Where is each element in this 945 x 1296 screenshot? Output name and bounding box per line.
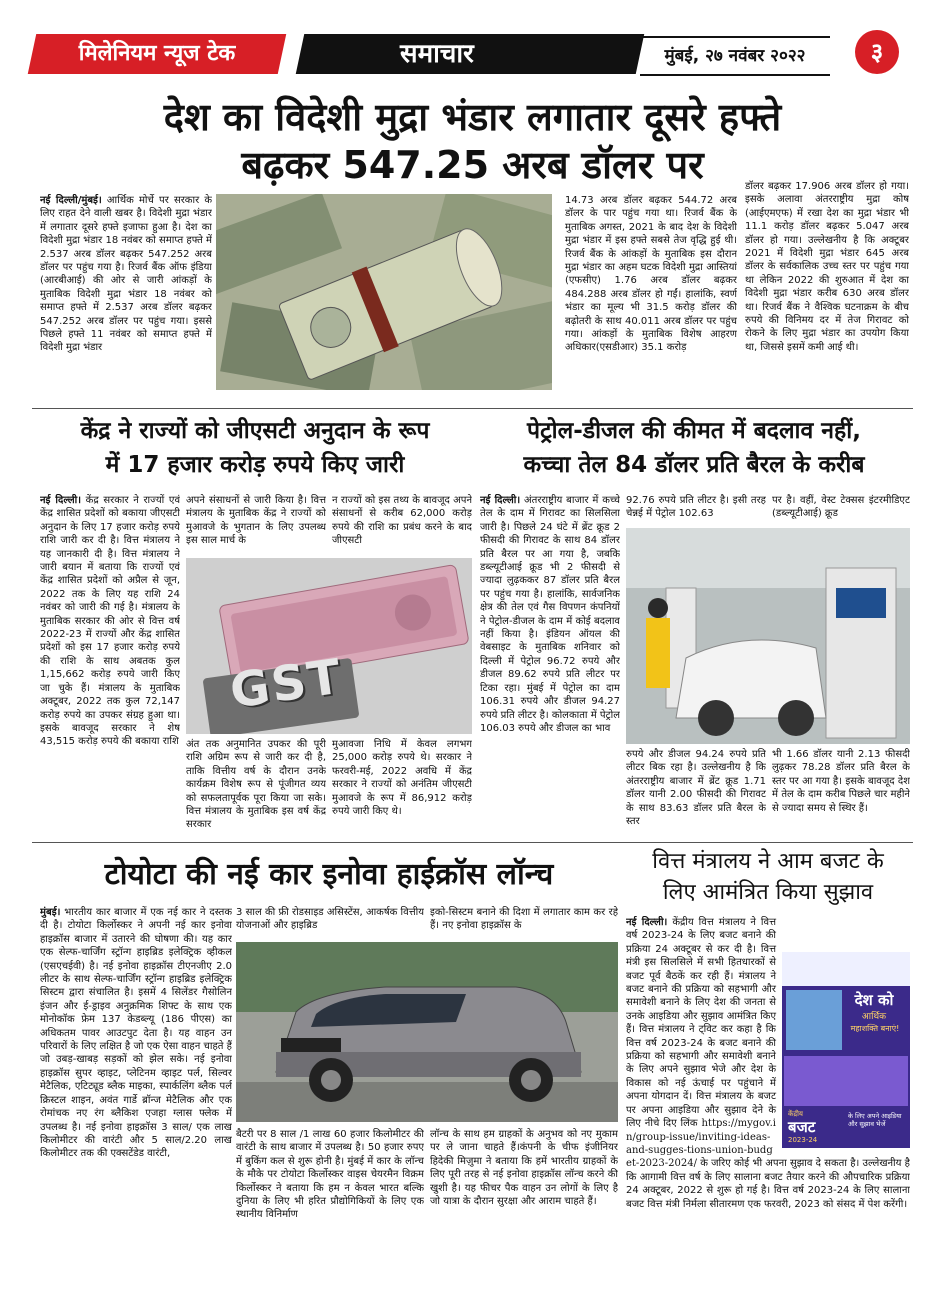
story3-col2-top-text: 92.76 रुपये प्रति लीटर है। इसी तरह चेन्नई में पेट्रोल 102.63 bbox=[626, 495, 766, 520]
poster-title3: महाशक्ति बनाएं! bbox=[850, 1024, 900, 1033]
poster-title1: देश को bbox=[854, 991, 894, 1009]
story3-col3-bottom-text: भी 1.66 डॉलर यानी 2.13 फीसदी लुढ़कर 78.28 डॉलर प्रति बैरल के स्तर पर आ गया है। इसके बावजूद देश में तेल के दाम करीब पिछले चार महीने से ज्यादा समय से स्थिर हैं। bbox=[772, 749, 910, 814]
story1-col3-text: 14.73 अरब डॉलर बढ़कर 544.72 अरब डॉलर के पार पहुंच गया था। रिजर्व बैंक के मुताबिक अगस्त, 2021 के बाद देश के विदेशी मुद्रा भंडार में इस हफ्ते सबसे तेज वृद्धि हुई थी। रिजर्व बैंक के आंकड़ों के मुताबिक इस दौरान मुद्रा भंडार का अहम घटक विदेशी मुद्रा आस्तियां (एफसीए) 1.76 अरब डॉलर बढ़कर 484.288 अरब डॉलर हो गईं। हालांकि, स्वर्ण भंडार का मूल्य भी 31.5 करोड़ डॉलर की बढ़ोतरी के साथ 40.011 अरब डॉलर पर पहुंच गया। आंकड़ों के मुताबिक विशेष आहरण अधिकार(एसडीआर) 35.1 करोड़ bbox=[565, 195, 737, 354]
poster-people-strip bbox=[784, 1056, 908, 1106]
poster-road-image bbox=[786, 990, 842, 1050]
story2-col2-bottom bbox=[186, 738, 326, 838]
story4-col2-bottom bbox=[236, 1128, 424, 1266]
story5-text-top: केंद्रीय वित्त मंत्रालय ने वित्त वर्ष 2023-24 के लिए बजट बनाने की प्रक्रिया 24 अक्टूबर से कर दी है। वित्त मंत्री इस सिलसिले में सभी हितधारकों से बजट पूर्व बैठकें कर रही हैं। मंत्रालय ने बजट बनाने की प्रक्रिया को सहभागी और समावेशी बनाने के लिए देश की जनता से उनके आइडिया और सुझाव आमंत्रित किए हैं। वित्त मंत्रालय ने ट्विट कर कहा है कि वित्त वर्ष 2023-24 के बजट बनाने की प्रक्रिया को सहभागी और समावेशी बनाने के लिए अपने सुझाव भेजे और देश के विकास को नई ऊंचाई पर पहुंचाने में अपना योगदान दें। वित्त मंत्रालय के बजट पर अपना आइडिया और सुझाव देने के लिए नीचे दिए लिंक bbox=[626, 917, 776, 1130]
story2-col3-bottom bbox=[332, 738, 472, 838]
masthead bbox=[0, 0, 945, 76]
story1-headline-line1: देश का विदेशी मुद्रा भंडार लगातार दूसरे हफ्ते bbox=[163, 95, 782, 139]
story3-headline bbox=[478, 414, 910, 482]
story3-headline-line1: पेट्रोल-डीजल की कीमत में बदलाव नहीं, bbox=[527, 418, 861, 444]
story2-col3-top-text: न राज्यों को इस तथ्य के बावजूद अपने संसाधनों से करीब 62,000 करोड़ रुपये की राशि का प्रबंध करने के बाद जीएसटी bbox=[332, 495, 472, 547]
story4-headline: टोयोटा की नई कार इनोवा हाईक्रॉस लॉन्च bbox=[104, 857, 554, 892]
story3-col2-top bbox=[626, 494, 766, 524]
story4-col3-top-text: इको-सिस्टम बनाने की दिशा में लगातार काम कर रहे हैं। नए इनोवा हाइक्रॉस के bbox=[430, 907, 618, 932]
story2-col1 bbox=[40, 494, 180, 838]
story2-col2-bottom-text: अंत तक अनुमानित उपकर की पूरी राशि अग्रिम रूप से जारी कर दी है, ताकि वित्तीय वर्ष के दौरान उनके कार्यक्रम विशेष रूप से पूंजीगत व्यय को सफलतापूर्वक पूरा किया जा सके। वित्त मंत्रालय के मुताबिक इस वर्ष केंद्र सरकार bbox=[186, 739, 326, 831]
poster-budget-small: केंद्रीय bbox=[788, 1110, 803, 1118]
gst-photo bbox=[186, 558, 472, 734]
story4-col3-top bbox=[430, 906, 618, 936]
budget-poster bbox=[782, 952, 910, 1148]
story3-headline-line2: कच्चा तेल 84 डॉलर प्रति बैरल के करीब bbox=[523, 452, 865, 478]
poster-budget-big: बजट bbox=[788, 1118, 816, 1136]
story2-col1-text: केंद्र सरकार ने राज्यों एवं केंद्र शासित प्रदेशों को बकाया जीएसटी अनुदान के लिए 17 हजार करोड़ रुपये राशि जारी कर दी है। वित्त मंत्रालय ने यह जानकारी दी है। वित्त मंत्रालय ने जारी बयान में बताया कि राज्यों एवं केंद्र शासित प्रदेशों को अप्रैल से जून, 2022 तक के लिए यह राशि 24 नवंबर को जारी की गई है। मंत्रालय के मुताबिक सरकार की ओर से वित्त वर्ष 2022-23 में राज्यों और केंद्र शासित प्रदेशों को इस 17 हजार करोड़ रुपये की राशि के साथ अबतक कुल 1,15,662 करोड़ रुपये जारी किए जा चुके हैं। मंत्रालय के मुताबिक अक्टूबर, 2022 तक कुल 72,147 करोड़ रुपये का उपकर संग्रह हुआ था। इसके बावजूद सरकार ने शेष 43,515 करोड़ रुपये की बकाया राशि bbox=[40, 495, 180, 748]
story3-col2-bottom-text: रुपये और डीजल 94.24 रुपये प्रति लीटर बिक रहा है। उल्लेखनीय है कि अंतरराष्ट्रीय बाजार में ब्रेंट क्रूड 1.71 डॉलर यानी 2.00 फीसदी की गिरावट के साथ 83.63 डॉलर प्रति बैरल के स्तर bbox=[626, 749, 766, 828]
story1-headline-line2: बढ़कर 547.25 अरब डॉलर पर bbox=[241, 143, 704, 187]
story1-col1 bbox=[40, 194, 212, 404]
currency-photo bbox=[216, 194, 552, 390]
story2-col3-top bbox=[332, 494, 472, 556]
brand-banner bbox=[28, 34, 287, 74]
story4-col2-top-text: 3 साल की फ्री रोडसाइड असिस्टेंस, आकर्षक वित्तीय योजनाओं और हाइब्रिड bbox=[236, 907, 424, 932]
story4-headline-box bbox=[40, 848, 618, 902]
story3-col3-top-text: पर है। वहीं, वेस्ट टेक्सस इंटरमीडिएट (डब्ल्यूटीआई) क्रूड bbox=[772, 495, 910, 520]
section-banner bbox=[296, 34, 645, 74]
story2-col2-top bbox=[186, 494, 326, 556]
poster-header bbox=[782, 952, 910, 986]
story5-text-bottom: के जरिए कोई भी अपना सुझाव दे सकता है। उल्लेखनीय है कि आगामी वित्त वर्ष के लिए सालाना बजट तैयार करने की औपचारिक प्रक्रिया 24 अक्टूबर, 2022 से शुरू हो गई है। वित्त वर्ष 2023-24 के लिए सालाना बजट वित्त मंत्री निर्मला सीतारमण एक फरवरी, 2023 को संसद में पेश करेंगी। bbox=[626, 1158, 910, 1210]
story2-dateline: नई दिल्ली। bbox=[40, 495, 82, 506]
brand-name: मिलेनियम न्यूज टेक bbox=[78, 41, 236, 66]
story5-headline-line1: वित्त मंत्रालय ने आम बजट के bbox=[652, 849, 884, 874]
story5-link[interactable]: https://mygov.in/group-issue/inviting-ideas-and-sugges-tions-union-budget-2023-2024/ bbox=[626, 1118, 776, 1170]
story4-col3-bottom-text: लॉन्च के साथ हम ग्राहकों के अनुभव को नए मुकाम पर ले जाना चाहते हैं।कंपनी के चीफ इंजीनियर हिदेकी मिज़ुमा ने बताया कि हमें भारतीय ग्राहकों के लिए पूरी तरह से नई इनोवा हाइक्रॉस लॉन्च करने की खुशी है। यह फीचर पैक वाहन उन लोगों के लिए है जो यात्रा के दौरान सुरक्षा और आराम चाहते हैं। bbox=[430, 1129, 618, 1208]
story5-headline-line2: लिए आमंत्रित किया सुझाव bbox=[662, 880, 874, 905]
toyota-car-photo bbox=[236, 942, 618, 1122]
story1-dateline: नई दिल्ली/मुंबई। bbox=[40, 195, 102, 206]
story2-col3-bottom-text: मुआवजा निधि में केवल लगभग 25,000 करोड़ रुपये थे। सरकार ने फरवरी-मई, 2022 अवधि में केंद्र सरकार ने राज्यों को अनंतिम जीएसटी मुआवजे के रूप में 86,912 करोड़ रुपये जारी किए थे। bbox=[332, 739, 472, 818]
story3-col3-top bbox=[772, 494, 910, 524]
divider bbox=[32, 408, 913, 409]
story4-col2-bottom-text: बैटरी पर 8 साल /1 लाख 60 हजार किलोमीटर की वारंटी के साथ बाजार में उपलब्ध है। 50 हजार रुपए में बुकिंग कल से शुरू होनी है। मुंबई में कार के लॉन्च के मौके पर टोयोटा किर्लोस्कर वाइस चेयरमैन विक्रम किर्लोस्कर ने बताया कि हम न केवल भारत बल्कि दुनिया के लिए भी हरित प्रौद्योगिकियों के लिए एक स्थानीय विनिर्माण bbox=[236, 1129, 424, 1221]
poster-title2: आर्थिक bbox=[861, 1012, 887, 1022]
story3-dateline: नई दिल्ली। bbox=[480, 495, 521, 506]
story3-col1 bbox=[480, 494, 620, 838]
story1-col4 bbox=[745, 180, 909, 404]
story1-headline bbox=[40, 92, 905, 188]
story4-col1-text: भारतीय कार बाजार में एक नई कार ने दस्तक दी है। टोयोटा किर्लोस्कर ने अपनी नई कार इनोवा हाइक्रॉस बाजार में उतारने की घोषणा की। यह कार एक सेल्फ-चार्जिंग स्ट्रॉन्ग हाइब्रिड इलेक्ट्रिक व्हीकल (एसएचईवी) है। नई इनोवा हाइक्रॉस टीएनजीए 2.0 लीटर के साथ सेल्फ-चार्जिंग स्ट्रॉन्ग हाइब्रिड इलेक्ट्रिक सिस्टम द्वारा संचालित है। इसमें 4 सिलेंडर गैसोलिन इंजन और ई-ड्राइव अनुक्रमिक शिफ्ट के साथ एक मोनोकॉक फ्रेम 137 केडब्ल्यू (186 पीएस) का अधिकतम पावर आउटपुट देता है। यह वाहन उन परिवारों के लिए लक्षित है जो एक ऐसा वाहन चाहते हैं जो उबड़-खाबड़ सड़कों को झेल सके। नई इनोवा हाइक्रॉस सुपर व्हाइट, प्लेटिनम व्हाइट पर्ल, सिल्वर मेटैलिक, एटिट्यूड ब्लैक माइका, स्पार्कलिंग ब्लैक पर्ल क्रिस्टल शाइन, अवंत गार्डे ब्रॉन्ज मेटैलिक और एक रोमांचक नए रंग ब्लैकिश एजहा ग्लास फ्लेक में उपलब्ध है। नई इनोवा हाइक्रॉस 3 साल/ एक लाख किलोमीटर की वारंटी और 5 साल/2.20 लाख किलोमीटर तक की एक्सटेंडेड वारंटी, bbox=[40, 907, 232, 1160]
story4-col1 bbox=[40, 906, 232, 1266]
poster-budget-year: 2023-24 bbox=[788, 1136, 818, 1144]
page-number: ३ bbox=[855, 30, 899, 74]
story5-headline bbox=[626, 846, 910, 908]
gst-image-text: GST bbox=[226, 648, 347, 720]
story1-col1-text: आर्थिक मोर्चे पर सरकार के लिए राहत देने वाली खबर है। विदेशी मुद्रा भंडार में लगातार दूसरे हफ्ते इजाफा हुआ है। देश का विदेशी मुद्रा भंडार 18 नवंबर को समाप्त हफ्ते में 2.537 अरब डॉलर बढ़कर 547.252 अरब डॉलर पर पहुंच गया है। रिजर्व बैंक ऑफ इंडिया (आरबीआई) की ओर से जारी आंकड़ों के मुताबिक विदेशी मुद्रा भंडार 18 नवंबर को समाप्त हफ्ते में 2.537 अरब डॉलर बढ़कर 547.252 अरब डॉलर पर पहुंच गया। इससे पिछले हफ्ते 11 नवंबर को समाप्त हफ्ते में विदेशी मुद्रा भंडार bbox=[40, 195, 212, 354]
story2-headline bbox=[40, 414, 470, 482]
story3-col3-bottom bbox=[772, 748, 910, 838]
story1-col3 bbox=[565, 194, 737, 404]
section-name: समाचार bbox=[400, 39, 474, 69]
poster-cta: के लिए अपने आइडिया और सुझाव भेजें bbox=[848, 1112, 902, 1128]
petrol-pump-photo bbox=[626, 528, 910, 744]
story3-col1-text: अंतरराष्ट्रीय बाजार में कच्चे तेल के दाम में गिरावट का सिलसिला जारी है। पिछले 24 घंटे में ब्रेंट क्रूड 2 फीसदी की गिरावट के साथ 84 डॉलर प्रति बैरल पर आ गया है, जबकि डब्ल्यूटीआई क्रूड भी 2 फीसदी से ज्यादा लुढ़ककर 87 डॉलर प्रति बैरल पर पहुंच गया है। हालांकि, सार्वजनिक क्षेत्र की तेल एवं गैस विपणन कंपनियों ने पेट्रोल-डीजल के दाम में कोई बदलाव नहीं किया है। इंडियन ऑयल की वेबसाइट के मुताबिक शनिवार को दिल्ली में पेट्रोल 96.72 रुपये और डीजल 89.62 रुपये प्रति लीटर पर टिका रहा। मुंबई में पेट्रोल का दाम 106.31 रुपये और डीजल 94.27 रुपये प्रति लीटर है। कोलकाता में पेट्रोल 106.03 रुपये और डीजल का भाव bbox=[480, 495, 620, 734]
story2-col2-top-text: अपने संसाधनों से जारी किया है। वित्त मंत्रालय के मुताबिक केंद्र ने राज्यों को मुआवजे के भुगतान के लिए उपलब्ध इस साल मार्च के bbox=[186, 495, 326, 547]
story1-col4-text: डॉलर बढ़कर 17.906 अरब डॉलर हो गया। इसके अलावा अंतरराष्ट्रीय मुद्रा कोष (आईएमएफ) में रखा देश का मुद्रा भंडार भी 11.1 करोड़ डॉलर बढ़कर 5.047 अरब डॉलर हो गया। उल्लेखनीय है कि अक्टूबर 2021 में विदेशी मुद्रा भंडार 645 अरब डॉलर के सर्वकालिक उच्च स्तर पर पहुंच गया था लेकिन 2022 की शुरुआत में देश का विदेशी मुद्रा भंडार करीब 630 अरब डॉलर था। रिजर्व बैंक ने वैश्विक घटनाक्रम के बीच रुपये की विनिमय दर में तेज गिरावट को रोकने के लिए मुद्रा भंडार का उपयोग किया था, जिससे इसमें कमी आई थी। bbox=[745, 181, 909, 353]
story5-dateline: नई दिल्ली। bbox=[626, 917, 668, 928]
dateline: मुंबई, २७ नवंबर २०२२ bbox=[640, 36, 830, 76]
story5-body bbox=[626, 916, 910, 1266]
story4-dateline: मुंबई। bbox=[40, 907, 61, 918]
story2-headline-line1: केंद्र ने राज्यों को जीएसटी अनुदान के रूप bbox=[80, 418, 430, 444]
divider bbox=[32, 842, 913, 843]
story4-col3-bottom bbox=[430, 1128, 618, 1266]
story4-col2-top bbox=[236, 906, 424, 936]
story3-col2-bottom bbox=[626, 748, 766, 838]
story2-headline-line2: में 17 हजार करोड़ रुपये किए जारी bbox=[105, 452, 405, 478]
